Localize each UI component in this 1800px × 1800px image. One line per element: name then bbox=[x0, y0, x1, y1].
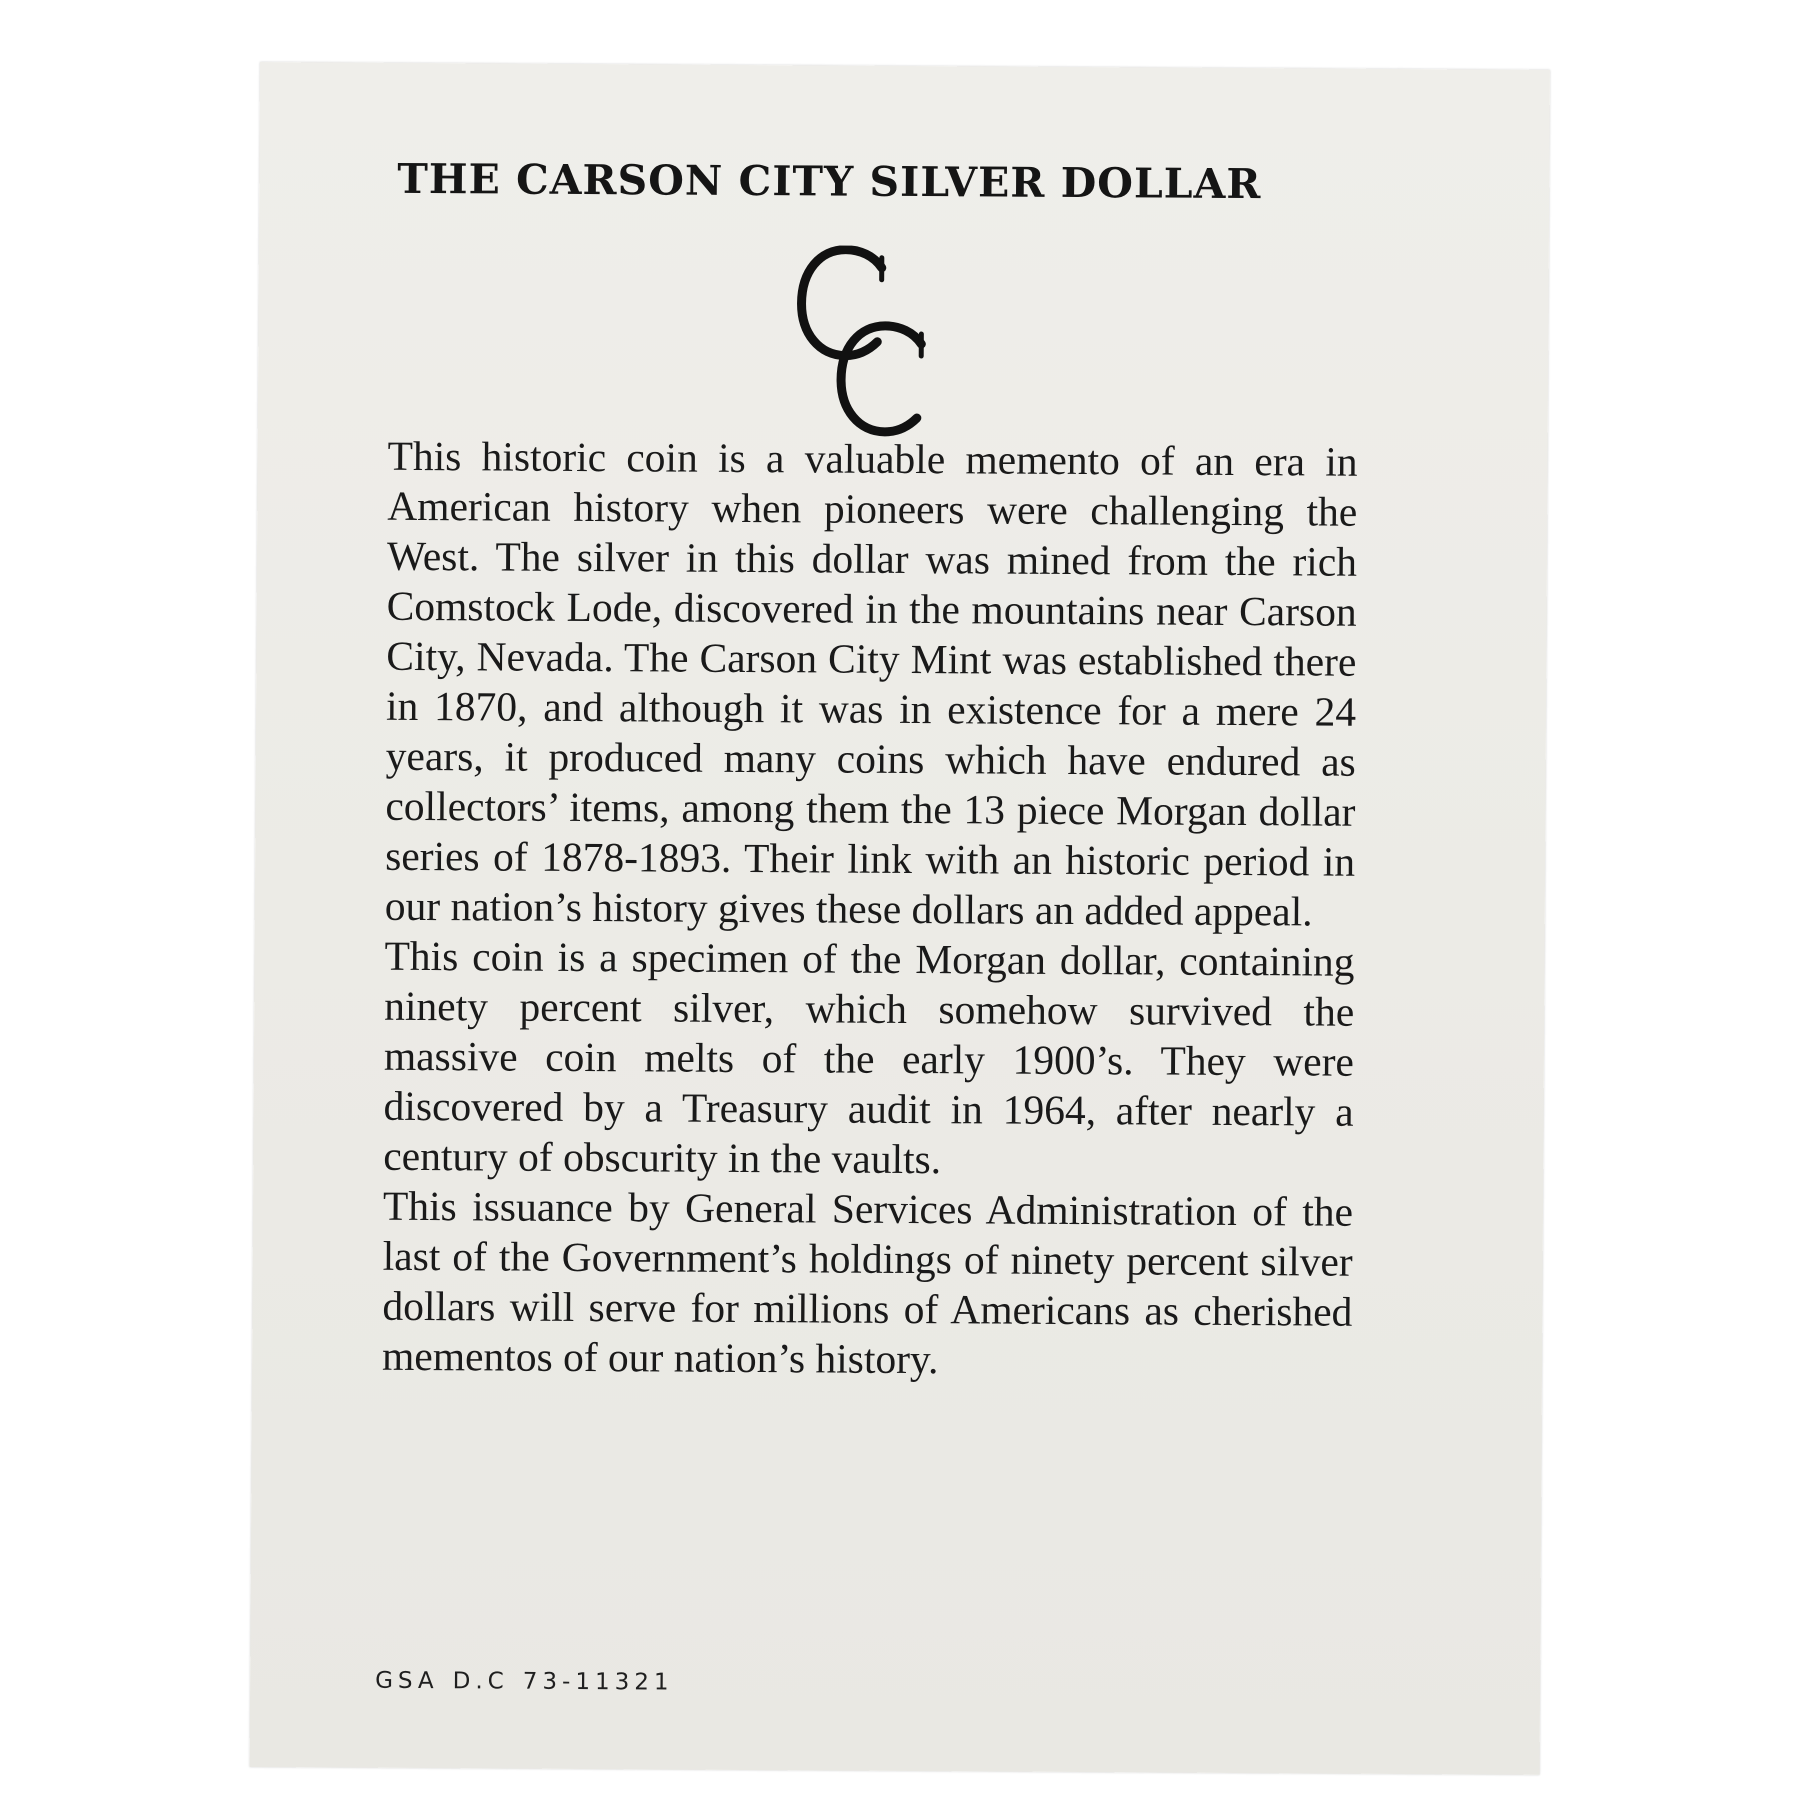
code-agency: GSA bbox=[375, 1667, 439, 1695]
cc-mint-mark-monogram bbox=[793, 245, 934, 446]
document-code bbox=[375, 1668, 688, 1696]
code-number: 73-11321 bbox=[522, 1668, 674, 1696]
paragraph-history: This historic coin is a valuable memento of an era in American history when pioneers were challenging the West. The silver in this dollar was mined from the rich Comstock Lode, discovered in the mountains near Carson City, Nevada. The Carson City Mint was established there in 1870, and although it was in existence for a mere 24 years, it produced many coins which have endured as collectors’ items, among them the 13 piece Morgan dollar series of 1878-1893. Their link with an historic period in our nation’s history gives these dollars an added appeal. bbox=[384, 432, 1358, 935]
gsa-certificate-card bbox=[250, 62, 1550, 1775]
code-office: D.C bbox=[452, 1668, 509, 1695]
paragraph-specimen: This coin is a specimen of the Morgan dollar, containing ninety percent silver, which somehow survived the massive coin melts of the early 1900’s. They were discovered by a Treasury audit in 1964, after nearly a century of obscurity in the vaults. bbox=[383, 932, 1355, 1183]
document-title: THE CARSON CITY SILVER DOLLAR bbox=[397, 154, 1262, 209]
body-text bbox=[382, 431, 1358, 1387]
paragraph-issuance: This issuance by General Services Administration of the last of the Government’s holdings of ninety percent silver dollars will serve for millions of Americans as cherished mementos of our nation’s history. bbox=[381, 1182, 1354, 1383]
